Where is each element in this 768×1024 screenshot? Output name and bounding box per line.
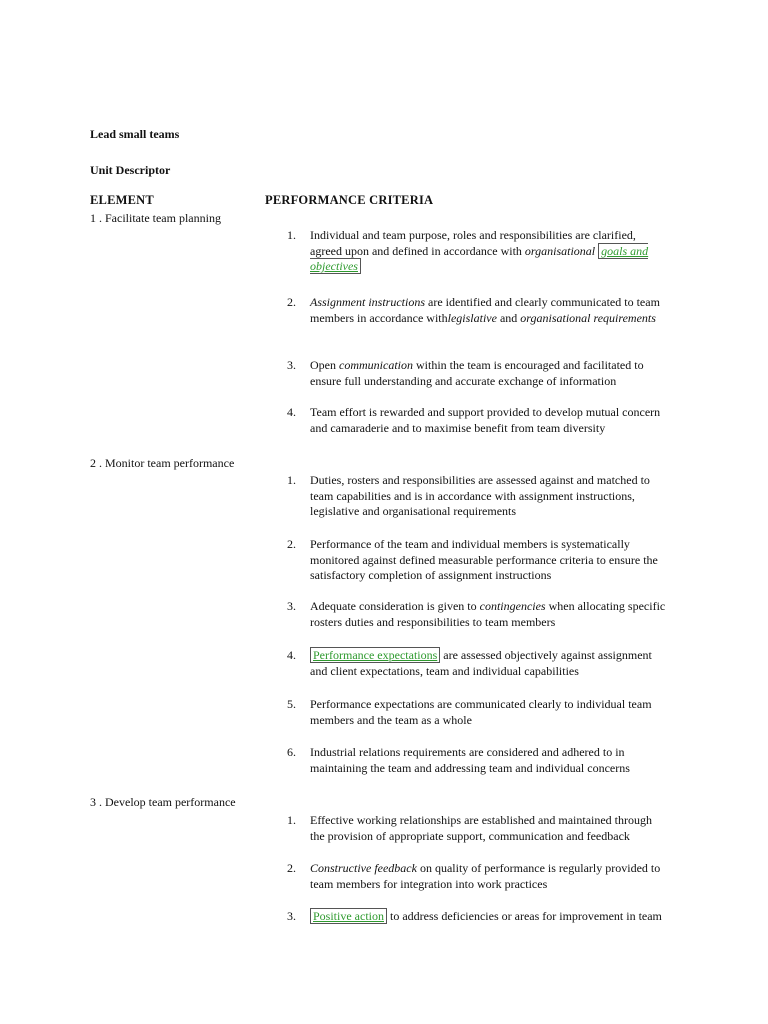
glossary-link[interactable]: Positive action <box>310 908 387 924</box>
criterion-text-run: and <box>496 310 521 325</box>
performance-criteria-column-header: PERFORMANCE CRITERIA <box>265 193 434 207</box>
criterion-text-run: Duties, rosters and responsibilities are assessed against and matched to team capabilities and is in accordance with assignment instructions, legislative and organisational requirements <box>310 473 650 518</box>
criterion-2-2 <box>287 537 667 584</box>
criterion-2-4 <box>287 648 667 679</box>
criterion-text <box>310 745 667 776</box>
criterion-text-run: when allocating specific rosters duties and responsibilities to team members <box>310 599 666 629</box>
element-label-1: 1 . Facilitate team planning <box>90 211 221 225</box>
italic-term: legislative <box>447 310 497 325</box>
criterion-text-run: Individual and team purpose, roles and responsibilities are clarified, agreed upon and defined in accordance with <box>310 228 636 258</box>
criterion-text <box>310 599 667 630</box>
criterion-number: 4. <box>287 405 296 419</box>
italic-term: Assignment instructions <box>310 295 426 309</box>
document-title: Lead small teams <box>90 127 180 141</box>
criterion-1-3 <box>287 358 667 389</box>
criterion-1-1 <box>287 228 667 275</box>
criterion-1-2 <box>287 295 667 326</box>
criterion-text <box>310 537 667 584</box>
italic-term: communication <box>339 358 413 372</box>
criterion-text-run: Effective working relationships are established and maintained through the provision of appropriate support, communication and feedback <box>310 813 653 843</box>
criterion-number: 5. <box>287 697 296 711</box>
criterion-3-1 <box>287 813 667 844</box>
criterion-text <box>310 697 667 728</box>
criterion-text <box>310 813 667 844</box>
criterion-number: 2. <box>287 537 296 551</box>
criterion-number: 1. <box>287 228 296 242</box>
italic-term: organisational requirements <box>520 310 656 325</box>
criterion-number: 1. <box>287 813 296 827</box>
italic-term: contingencies <box>479 599 546 613</box>
criterion-text-run: on quality of performance is regularly provided to team members for integration into work practices <box>310 861 661 891</box>
criterion-number: 1. <box>287 473 296 487</box>
element-label-3: 3 . Develop team performance <box>90 795 236 809</box>
criterion-text <box>310 295 667 326</box>
italic-term: Constructive feedback <box>310 861 417 875</box>
criterion-text <box>310 648 667 679</box>
criterion-text <box>310 473 667 520</box>
criterion-text-run: within the team is encouraged and facilitated to ensure full understanding and accurate exchange of information <box>310 358 644 388</box>
criterion-text <box>310 909 667 925</box>
criterion-text <box>310 228 667 275</box>
criterion-number: 6. <box>287 745 296 759</box>
glossary-link-text: goals and objectives <box>310 243 649 273</box>
criterion-number: 3. <box>287 909 296 923</box>
criterion-number: 3. <box>287 358 296 372</box>
criterion-text-run: are assessed objectively against assignment and client expectations, team and individual capabilities <box>310 648 652 678</box>
glossary-link[interactable]: Performance expectations <box>310 647 440 663</box>
criterion-number: 3. <box>287 599 296 613</box>
italic-term: organisational <box>524 243 596 258</box>
criterion-text-run: Performance expectations are communicated clearly to individual team members and the team as a whole <box>310 697 652 727</box>
criterion-number: 2. <box>287 861 296 875</box>
criterion-3-2 <box>287 861 667 892</box>
criterion-text-run: Team effort is rewarded and support provided to develop mutual concern and camaraderie and to maximise benefit from team diversity <box>310 405 661 435</box>
criterion-text-run: to address deficiencies or areas for improvement in team <box>387 909 662 923</box>
criterion-3-3 <box>287 909 667 925</box>
criterion-text <box>310 405 667 436</box>
element-column-header: ELEMENT <box>90 193 154 207</box>
criterion-text-run: are identified and clearly communicated to team members in accordance with <box>310 295 660 325</box>
criterion-text-run: Adequate consideration is given to <box>310 599 480 613</box>
element-label-2: 2 . Monitor team performance <box>90 456 235 470</box>
criterion-text-run: Performance of the team and individual members is systematically monitored against defined measurable performance criteria to ensure the satisfactory completion of assignment instructions <box>310 537 658 582</box>
criterion-2-3 <box>287 599 667 630</box>
criterion-2-6 <box>287 745 667 776</box>
criterion-number: 2. <box>287 295 296 309</box>
criterion-text <box>310 861 667 892</box>
criterion-2-5 <box>287 697 667 728</box>
criterion-text <box>310 358 667 389</box>
criterion-number: 4. <box>287 648 296 662</box>
criterion-text-run: Open <box>310 358 339 372</box>
criterion-text-run: Industrial relations requirements are considered and adhered to in maintaining the team and addressing team and individual concerns <box>310 745 630 775</box>
unit-descriptor-heading: Unit Descriptor <box>90 163 171 177</box>
criterion-1-4 <box>287 405 667 436</box>
criterion-2-1 <box>287 473 667 520</box>
